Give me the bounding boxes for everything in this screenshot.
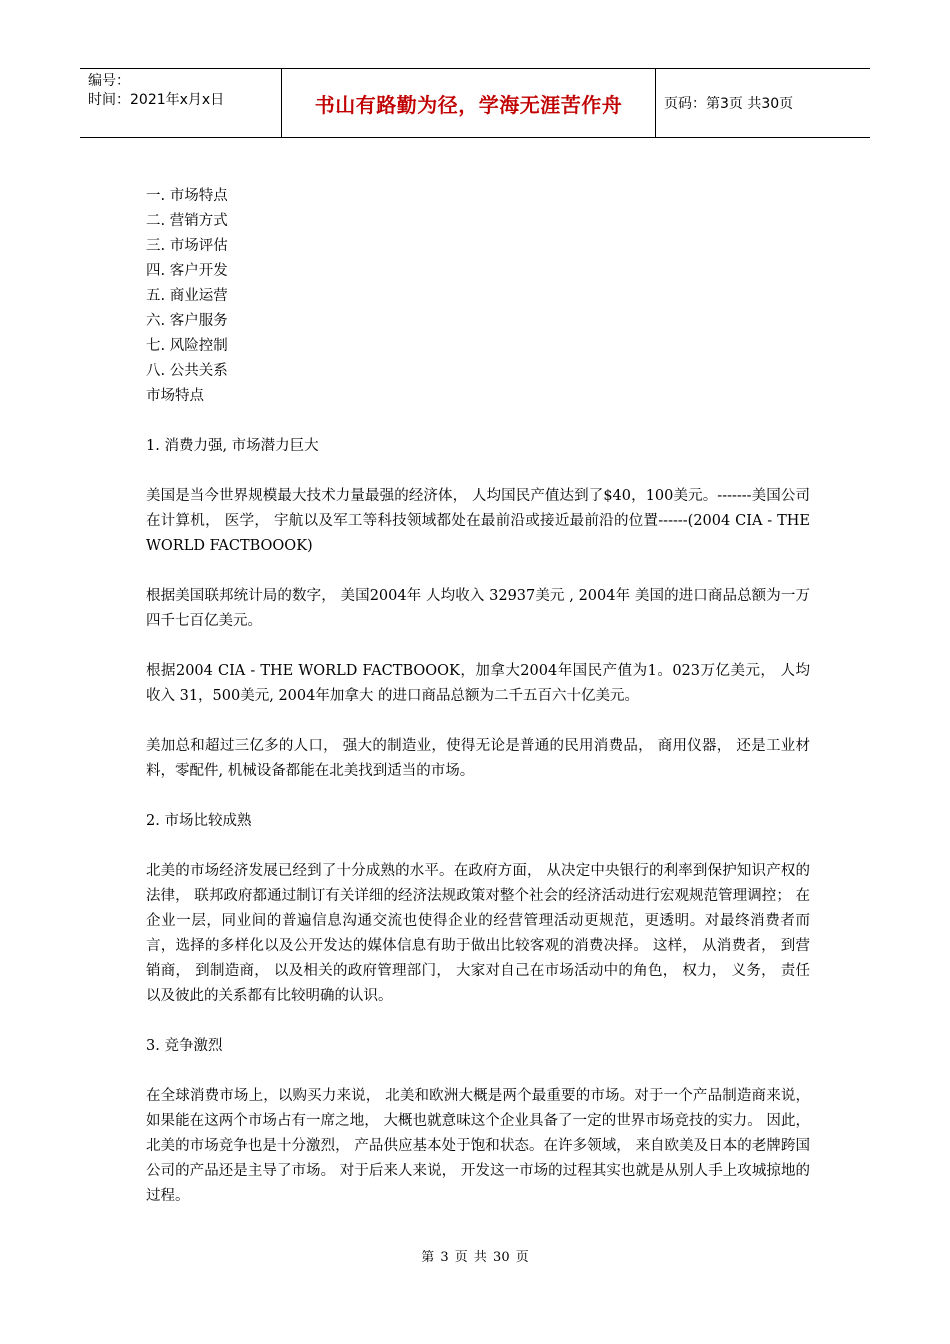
header-page-cell (656, 69, 870, 137)
paragraph: 美加总和超过三亿多的人口， 强大的制造业，使得无论是普通的民用消费品， 商用仪器， 还是工业材料，零配件, 机械设备都能在北美找到适当的市场。 (146, 738, 810, 779)
table-of-contents (146, 184, 810, 384)
header-motto-cell (282, 69, 656, 137)
paragraph: 北美的市场经济发展已经到了十分成熟的水平。在政府方面， 从决定中央银行的利率到保护知识产权的法律， 联邦政府都通过制订有关详细的经济法规政策对整个社会的经济活动进行宏观规范管理调控； 在企业一层，同业间的普遍信息沟通交流也使得企业的经营管理活动更规范，更透明。对最终消费者而言，选择的多样化以及公开发达的媒体信息有助于做出比较客观的消费决择。 这样， 从消费者， 到营销商， 到制造商， 以及相关的政府管理部门， 大家对自己在市场活动中的角色， 权力， 义务， 责任以及彼此的关系都有比较明确的认识。 (146, 863, 810, 1004)
toc-item: 一. 市场特点 (146, 188, 228, 204)
toc-item: 二. 营销方式 (146, 213, 228, 229)
document-body (146, 184, 810, 1209)
paragraph: 美国是当今世界规模最大技术力量最强的经济体， 人均国民产值达到了$40，100美元。-------美国公司在计算机， 医学， 宇航以及军工等科技领域都处在最前沿或接近最前沿的位置------(2004 CIA - THE WORLD FACTBOOOK) (146, 488, 810, 554)
toc-item: 五. 商业运营 (146, 288, 228, 304)
section-heading: 3. 竞争激烈 (146, 1038, 223, 1054)
header-meta-cell (80, 69, 282, 137)
toc-item: 四. 客户开发 (146, 263, 228, 279)
paragraph: 根据2004 CIA - THE WORLD FACTBOOOK，加拿大2004年国民产值为1。023万亿美元， 人均收入 31，500美元, 2004年加拿大 的进口商品总额为二千五百六十亿美元。 (146, 663, 810, 704)
section-heading: 2. 市场比较成熟 (146, 813, 252, 829)
header-motto: 书山有路勤为径，学海无涯苦作舟 (314, 92, 623, 117)
document-header (80, 68, 870, 138)
section-heading: 1. 消费力强, 市场潜力巨大 (146, 438, 319, 454)
header-page-info: 页码：第3页 共30页 (664, 96, 794, 112)
number-label: 编号： (88, 73, 130, 89)
paragraph: 在全球消费市场上，以购买力来说， 北美和欧洲大概是两个最重要的市场。对于一个产品制造商来说， 如果能在这两个市场占有一席之地， 大概也就意味这个企业具备了一定的世界市场竞技的实力。 因此， 北美的市场竞争也是十分激烈， 产品供应基本处于饱和状态。在许多领域， 来自欧美及日本的老牌跨国公司的产品还是主导了市场。 对于后来人来说， 开发这一市场的过程其实也就是从别人手上攻城掠地的过程。 (146, 1088, 810, 1204)
toc-item: 三. 市场评估 (146, 238, 228, 254)
toc-item: 八. 公共关系 (146, 363, 228, 379)
toc-item: 七. 风险控制 (146, 338, 228, 354)
paragraph: 根据美国联邦统计局的数字， 美国2004年 人均收入 32937美元 , 2004年 美国的进口商品总额为一万四千七百亿美元。 (146, 588, 810, 629)
time-label: 时间：2021年x月x日 (88, 92, 225, 108)
section-title: 市场特点 (146, 388, 204, 404)
page-footer: 第 3 页 共 30 页 (421, 1250, 529, 1265)
toc-item: 六. 客户服务 (146, 313, 228, 329)
